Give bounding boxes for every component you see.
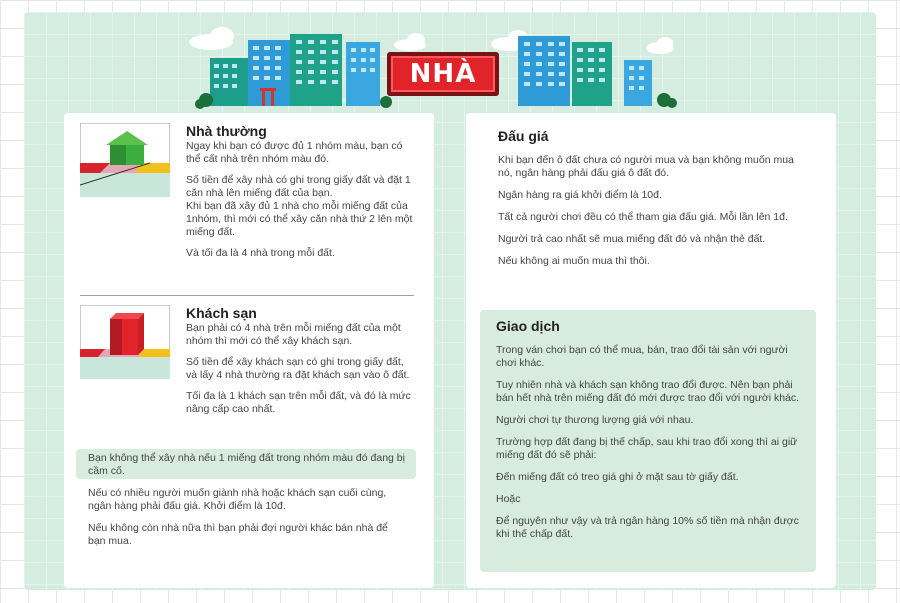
trade-para: Để nguyên như vậy và trả ngân hàng 10% số tiền mà nhận được khi thế chấp đất. bbox=[496, 515, 799, 540]
hotel-para: Tối đa là 1 khách sạn trên mỗi đất, và đó là mức nâng cấp cao nhất. bbox=[186, 390, 411, 415]
house-para: Ngay khi bạn có được đủ 1 nhóm màu, bạn có thể cất nhà trên nhóm màu đó. bbox=[186, 140, 403, 165]
house-para: Và tối đa là 4 nhà trong mỗi đất. bbox=[186, 247, 335, 259]
trade-para: Tuy nhiên nhà và khách sạn không trao đổi được. Nên bạn phải bán hết nhà trên miếng đất đó mới được trao đổi với người khác. bbox=[496, 379, 800, 404]
poster bbox=[24, 12, 876, 590]
auction-title: Đấu giá bbox=[498, 128, 549, 144]
hotel-title: Khách sạn bbox=[186, 305, 257, 321]
hotel-para: Số tiền để xây khách sạn có ghi trong giấy đất, và lấy 4 nhà thường ra đặt khách sạn vào ô đất. bbox=[186, 356, 410, 381]
auction-para: Nếu không ai muốn mua thì thôi. bbox=[498, 255, 650, 267]
auction-para: Ngân hàng ra giá khởi điểm là 10đ. bbox=[498, 189, 662, 201]
trade-para: Đến miếng đất có treo giá ghi ở mặt sau tờ giấy đất. bbox=[496, 471, 739, 483]
house-title: Nhà thường bbox=[186, 123, 267, 139]
trade-para: Trường hợp đất đang bị thế chấp, sau khi trao đổi xong thì ai giữ miếng đất đó sẽ phải: bbox=[496, 436, 798, 461]
left-panel bbox=[64, 113, 434, 588]
section-divider bbox=[80, 295, 414, 296]
auction-para: Khi bạn đến ô đất chưa có người mua và bạn không muốn mua nó, ngân hàng phải đấu giá ô đất đó. bbox=[498, 154, 794, 179]
auction-para: Người trả cao nhất sẽ mua miếng đất đó và nhận thẻ đất. bbox=[498, 233, 766, 245]
trade-para: Trong ván chơi bạn có thể mua, bán, trao đổi tài sản với người chơi khác. bbox=[496, 344, 788, 369]
mortgage-note: Bạn không thể xây nhà nếu 1 miếng đất trong nhóm màu đó đang bị cầm cố. bbox=[88, 452, 405, 477]
title-badge bbox=[387, 52, 499, 96]
hotel-card-icon bbox=[80, 305, 170, 379]
house-para: Số tiền để xây nhà có ghi trong giấy đất và đặt 1 căn nhà lên miếng đất của bạn. bbox=[186, 174, 411, 199]
trade-title: Giao dịch bbox=[496, 318, 560, 334]
trade-para: Hoặc bbox=[496, 493, 521, 505]
extra-para: Nếu không còn nhà nữa thì bạn phải đợi người khác bán nhà để bạn mua. bbox=[88, 522, 388, 547]
right-panel bbox=[466, 113, 836, 588]
mortgage-note-box bbox=[76, 449, 416, 479]
trade-para: Người chơi tự thương lượng giá với nhau. bbox=[496, 414, 694, 426]
page-title: NHÀ bbox=[409, 59, 477, 89]
house-card-icon bbox=[80, 123, 170, 197]
hotel-para: Bạn phải có 4 nhà trên mỗi miếng đất của một nhóm thì mới có thể xây khách sạn. bbox=[186, 322, 401, 347]
trade-box bbox=[480, 310, 816, 572]
extra-para: Nếu có nhiều người muốn giành nhà hoặc khách sạn cuối cùng, ngân hàng phải đấu giá. Khởi điểm là 10đ. bbox=[88, 487, 387, 512]
house-para: Khi bạn đã xây đủ 1 nhà cho mỗi miếng đất của 1nhóm, thì mới có thể xây căn nhà thứ 2 lên một miếng đất. bbox=[186, 200, 413, 238]
auction-para: Tất cả người chơi đều có thể tham gia đấu giá. Mỗi lần lên 1đ. bbox=[498, 211, 788, 223]
